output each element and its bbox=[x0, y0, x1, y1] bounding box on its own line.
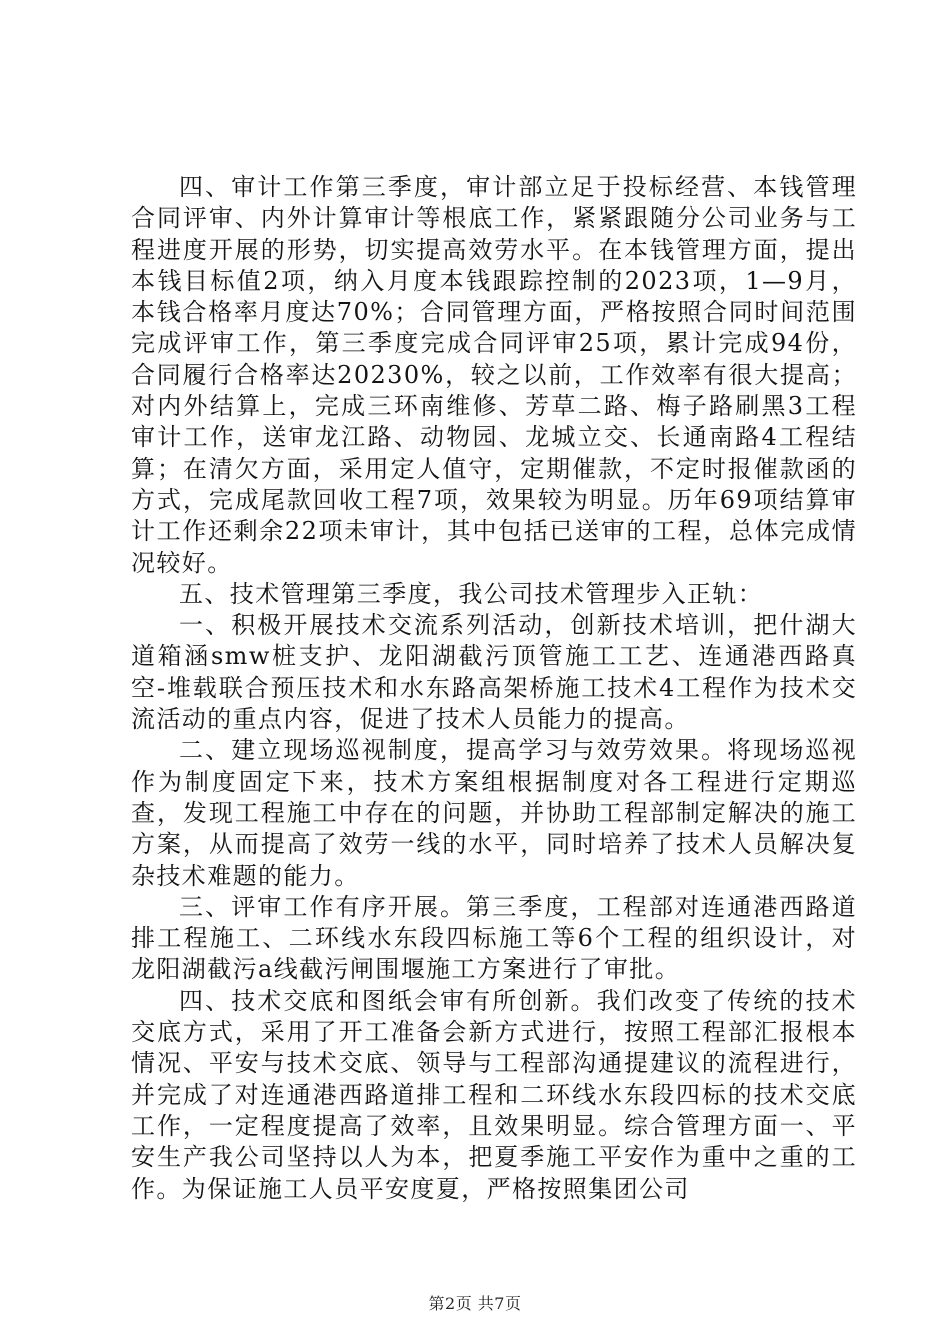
paragraph-audit-work: 四、审计工作第三季度，审计部立足于投标经营、本钱管理合同评审、内外计算审计等根底工作，紧紧跟随分公司业务与工程进度开展的形势，切实提高效劳水平。在本钱管理方面，提出本钱目标值2项，纳入月度本钱跟踪控制的2023项，1—9月，本钱合格率月度达70%；合同管理方面，严格按照合同时间范围完成评审工作，第三季度完成合同评审25项，累计完成94份，合同履行合格率达20230%，较之以前，工作效率有很大提高；对内外结算上，完成三环南维修、芳草二路、梅子路刷黑3工程审计工作，送审龙江路、动物园、龙城立交、长通南路4工程结算；在清欠方面，采用定人值守，定期催款，不定时报催款函的方式，完成尾款回收工程7项，效果较为明显。历年69项结算审计工作还剩余22项未审计，其中包括已送审的工程，总体完成情况较好。 bbox=[131, 173, 857, 577]
paragraph-technical-briefing: 四、技术交底和图纸会审有所创新。我们改变了传统的技术交底方式，采用了开工准备会新方式进行，按照工程部汇报根本情况、平安与技术交底、领导与工程部沟通提建议的流程进行，并完成了对连通港西路道排工程和二环线水东段四标的技术交底工作，一定程度提高了效率，且效果明显。综合管理方面一、平安生产我公司坚持以人为本，把夏季施工平安作为重中之重的工作。为保证施工人员平安度夏，严格按照集团公司 bbox=[131, 986, 857, 1203]
document-body bbox=[131, 172, 857, 1205]
paragraph-site-inspection: 二、建立现场巡视制度，提高学习与效劳效果。将现场巡视作为制度固定下来，技术方案组根据制度对各工程进行定期巡查，发现工程施工中存在的问题，并协助工程部制定解决的施工方案，从而提高了效劳一线的水平，同时培养了技术人员解决复杂技术难题的能力。 bbox=[131, 736, 857, 890]
paragraph-technical-management: 五、技术管理第三季度，我公司技术管理步入正轨： bbox=[179, 579, 764, 608]
paragraph-technical-exchange: 一、积极开展技术交流系列活动，创新技术培训，把什湖大道箱涵smw桩支护、龙阳湖截污顶管施工工艺、连通港西路真空-堆载联合预压技术和水东路高架桥施工技术4工程作为技术交流活动的重点内容，促进了技术人员能力的提高。 bbox=[131, 611, 857, 734]
page-number-footer: 第2页 共7页 bbox=[428, 1294, 522, 1313]
paragraph-review-work: 三、评审工作有序开展。第三季度，工程部对连通港西路道排工程施工、二环线水东段四标施工等6个工程的组织设计，对龙阳湖截污a线截污闸围堰施工方案进行了审批。 bbox=[131, 892, 857, 984]
